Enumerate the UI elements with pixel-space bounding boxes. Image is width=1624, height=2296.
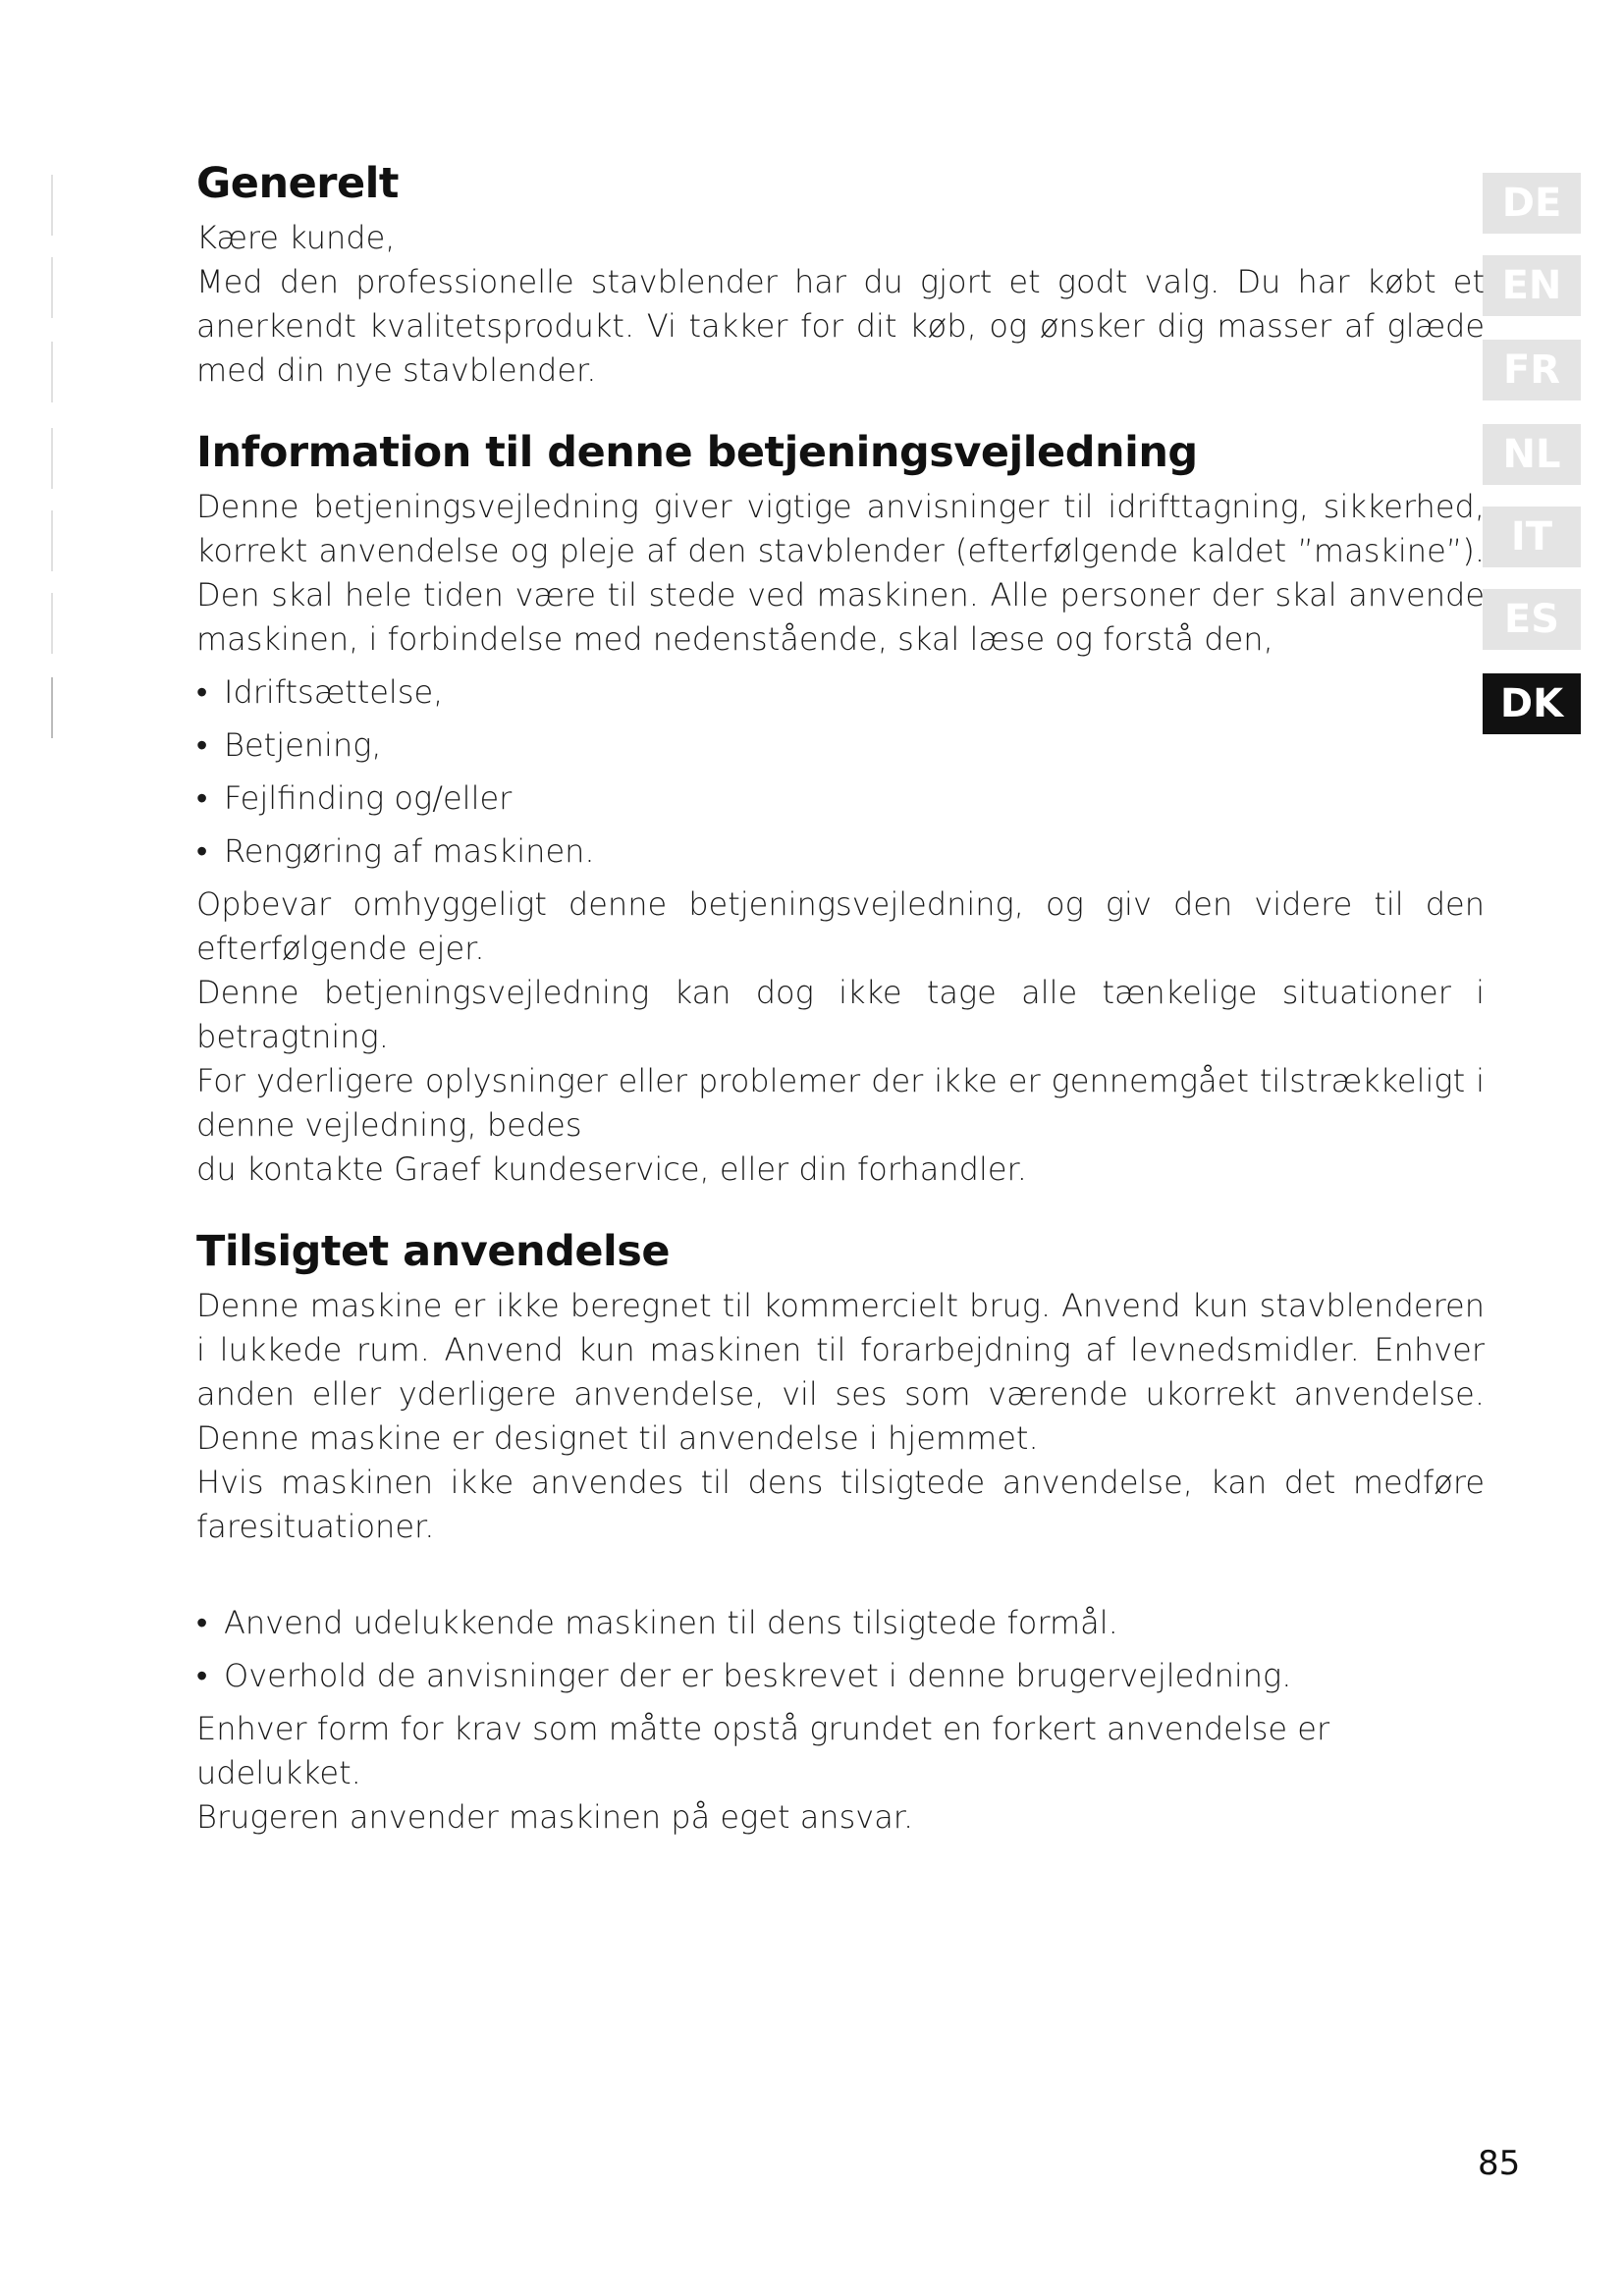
section-tilsigtet-anvendelse (196, 1227, 1485, 1840)
language-tab-fr: FR (1483, 340, 1581, 400)
page-content (196, 159, 1485, 1875)
language-tab-it: IT (1483, 507, 1581, 567)
list-item: • Anvend udelukkende maskinen til dens tilsigtede formål. (196, 1601, 1485, 1645)
list-item: • Rengøring af maskinen. (196, 829, 1485, 874)
margin-mark (51, 342, 53, 402)
margin-mark (51, 428, 53, 489)
information-intro: Denne betjeningsvejledning giver vigtige anvisninger til idrifttagning, sikkerhed, korrekt anvendelse og pleje af den stavblender (efterfølgende kaldet ”maskine”). Den skal hele tiden være til stede ved maskinen. Alle personer der skal anvende maskinen, i forbindelse med nedenstående, skal læse og forstå den, (196, 488, 1485, 658)
margin-mark (51, 510, 53, 571)
language-tab-es: ES (1483, 589, 1581, 650)
list-item: • Betjening, (196, 723, 1485, 768)
heading-information: Information til denne betjeningsvejledning (196, 428, 1198, 477)
closing-paragraph: Brugeren anvender maskinen på eget ansvar. (196, 1798, 914, 1836)
page-number: 85 (1478, 2144, 1521, 2183)
heading-generelt: Generelt (196, 159, 399, 208)
information-bullet-list (196, 670, 1485, 874)
usage-paragraph: Denne maskine er ikke beregnet til kommercielt brug. Anvend kun stavblenderen i lukkede rum. Anvend kun maskinen til forarbejdning af levnedsmidler. Enhver anden eller yderligere anvendelse, vil ses som værende ukorrekt anvendelse. Denne maskine er designet til anvendelse i hjemmet. (196, 1287, 1485, 1457)
list-item: • Overhold de anvisninger der er beskrevet i denne brugervejledning. (196, 1654, 1485, 1698)
salutation: Kære kunde, (196, 219, 396, 256)
list-item: • Idriftsættelse, (196, 670, 1485, 715)
language-tab-en: EN (1483, 255, 1581, 316)
heading-tilsigtet-anvendelse: Tilsigtet anvendelse (196, 1227, 671, 1276)
information-paragraph: Denne betjeningsvejledning kan dog ikke tage alle tænkelige situationer i betragtning. (196, 974, 1485, 1055)
language-tab-dk-active: DK (1483, 673, 1581, 734)
information-paragraph: For yderligere oplysninger eller problemer der ikke er gennemgået tilstrækkeligt i denne vejledning, bedes (196, 1062, 1485, 1144)
section-information (196, 428, 1485, 1192)
intro-paragraph: Med den professionelle stavblender har du gjort et godt valg. Du har købt et anerkendt kvalitetsprodukt. Vi takker for dit køb, og ønsker dig masser af glæde med din nye stavblender. (196, 263, 1485, 389)
margin-mark-active (51, 677, 53, 738)
language-tab-nl: NL (1483, 424, 1581, 485)
closing-paragraph: Enhver form for krav som måtte opstå grundet en forkert anvendelse er udelukket. (196, 1710, 1330, 1791)
section-generelt (196, 159, 1485, 393)
margin-mark (51, 257, 53, 318)
language-tab-de: DE (1483, 173, 1581, 234)
margin-mark (51, 175, 53, 236)
information-paragraph: Opbevar omhyggeligt denne betjeningsvejledning, og giv den videre til den efterfølgende ejer. (196, 885, 1485, 967)
list-item: • Fejlfinding og/eller (196, 776, 1485, 821)
information-paragraph: du kontakte Graef kundeservice, eller din forhandler. (196, 1150, 1027, 1188)
usage-bullet-list (196, 1601, 1485, 1698)
margin-mark (51, 593, 53, 654)
usage-paragraph: Hvis maskinen ikke anvendes til dens tilsigtede anvendelse, kan det medføre faresituationer. (196, 1464, 1485, 1545)
